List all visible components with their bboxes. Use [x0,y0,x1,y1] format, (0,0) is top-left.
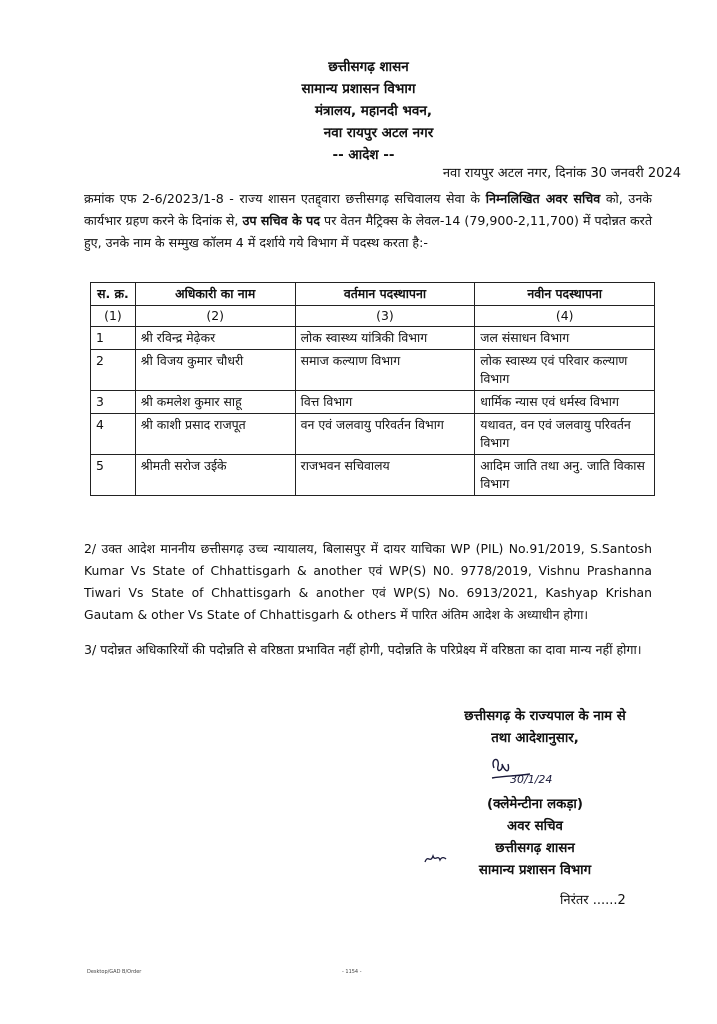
order-bold-post: उप सचिव के पद [242,213,321,228]
serial-cell: 2 [91,350,136,391]
current-posting-cell: वित्त विभाग [295,391,475,414]
new-posting-cell: जल संसाधन विभाग [475,327,655,350]
initials-mark [423,850,447,866]
footer-page-code: - 1154 - [342,969,362,975]
current-posting-cell: लोक स्वास्थ्य यांत्रिकी विभाग [295,327,475,350]
continued-marker: निरंतर ......2 [560,893,626,908]
court-condition-paragraph: 2/ उक्त आदेश माननीय छत्तीसगढ़ उच्च न्यायालय, बिलासपुर में दायर याचिका WP (PIL) No.91/2019, S.Santosh Kumar Vs State of Chhattisgarh & another एवं WP(S) N0. 9778/2019, Vishnu Prashanna Tiwari Vs State of Chhattisgarh & another एवं WP(S) No. 6913/2021, Kashyap Krishan Gautam & other Vs State of Chhattisgarh & others में पारित अंतिम आदेश के अध्याधीन होगा। [84,541,652,622]
new-posting-cell: आदिम जाति तथा अनु. जाति विकास विभाग [475,455,655,496]
current-posting-cell: राजभवन सचिवालय [295,455,475,496]
table-header-row [91,283,655,306]
table-row [91,391,655,414]
document-type-title: -- आदेश -- [332,147,395,163]
table-row [91,350,655,391]
serial-cell: 1 [91,327,136,350]
posting-table [90,282,655,496]
new-posting-cell: धार्मिक न्यास एवं धर्मस्व विभाग [475,391,655,414]
letterhead [0,56,717,166]
letterhead-department: सामान्य प्रशासन विभाग [301,81,416,97]
authority-line: छत्तीसगढ़ के राज्यपाल के नाम से [464,709,626,724]
table-row [91,455,655,496]
new-posting-cell: यथावत, वन एवं जलवायु परिवर्तन विभाग [475,414,655,455]
header-current-posting: वर्तमान पदस्थापना [295,283,475,306]
header-serial: स. क्र. [91,283,136,306]
table-row [91,327,655,350]
column-number-row [91,306,655,327]
officer-name-cell: श्री कमलेश कुमार साहू [135,391,295,414]
header-new-posting: नवीन पदस्थापना [475,283,655,306]
letterhead-building: मंत्रालय, महानदी भवन, [314,103,433,119]
signatory-designation: अवर सचिव [507,819,563,834]
officer-name-cell: श्री विजय कुमार चौधरी [135,350,295,391]
order-bold-officers: निम्नलिखित अवर सचिव [485,191,601,206]
footer-file-path: Desktop/GAD B/Order [87,969,142,975]
current-posting-cell: समाज कल्याण विभाग [295,350,475,391]
order-text-2: को, उनके कार्यभार ग्रहण करने के दिनांक से, [84,191,652,228]
signatory-name: (क्लेमेन्टीना लकड़ा) [487,797,583,812]
table-row [91,414,655,455]
order-paragraph [84,188,652,254]
order-text-1: क्रमांक एफ 2-6/2023/1-8 - राज्य शासन एतद्द्वारा छत्तीसगढ़ सचिवालय सेवा के [84,191,486,206]
place-and-date: नवा रायपुर अटल नगर, दिनांक 30 जनवरी 2024 [442,166,681,181]
serial-cell: 5 [91,455,136,496]
signatory-government: छत्तीसगढ़ शासन [495,841,575,856]
letterhead-city: नवा रायपुर अटल नगर [323,125,434,141]
column-number: (4) [475,306,655,327]
officer-name-cell: श्री रविन्द्र मेढ़ेकर [135,327,295,350]
order-text-3: पर वेतन मैट्रिक्स के लेवल-14 (79,900-2,11,700) में पदोन्नत करते हुए, उनके नाम के सम्मुख कॉलम 4 में दर्शाये गये विभाग में पदस्थ करता है:- [84,213,653,250]
handwritten-signature [486,752,566,788]
letterhead-government: छत्तीसगढ़ शासन [328,59,409,75]
current-posting-cell: वन एवं जलवायु परिवर्तन विभाग [295,414,475,455]
serial-cell: 4 [91,414,136,455]
signature-date: 30/1/24 [510,773,553,786]
seniority-paragraph: 3/ पदोन्नत अधिकारियों की पदोन्नति से वरिष्ठता प्रभावित नहीं होगी, पदोन्नति के परिप्रेक्ष्य में वरिष्ठता का दावा मान्य नहीं होगा। [84,642,642,657]
signatory-department: सामान्य प्रशासन विभाग [478,863,592,878]
officer-name-cell: श्री काशी प्रसाद राजपूत [135,414,295,455]
column-number: (2) [135,306,295,327]
column-number: (3) [295,306,475,327]
header-officer-name: अधिकारी का नाम [135,283,295,306]
column-number: (1) [91,306,136,327]
by-order-line: तथा आदेशानुसार, [491,731,579,746]
serial-cell: 3 [91,391,136,414]
new-posting-cell: लोक स्वास्थ्य एवं परिवार कल्याण विभाग [475,350,655,391]
officer-name-cell: श्रीमती सरोज उईके [135,455,295,496]
